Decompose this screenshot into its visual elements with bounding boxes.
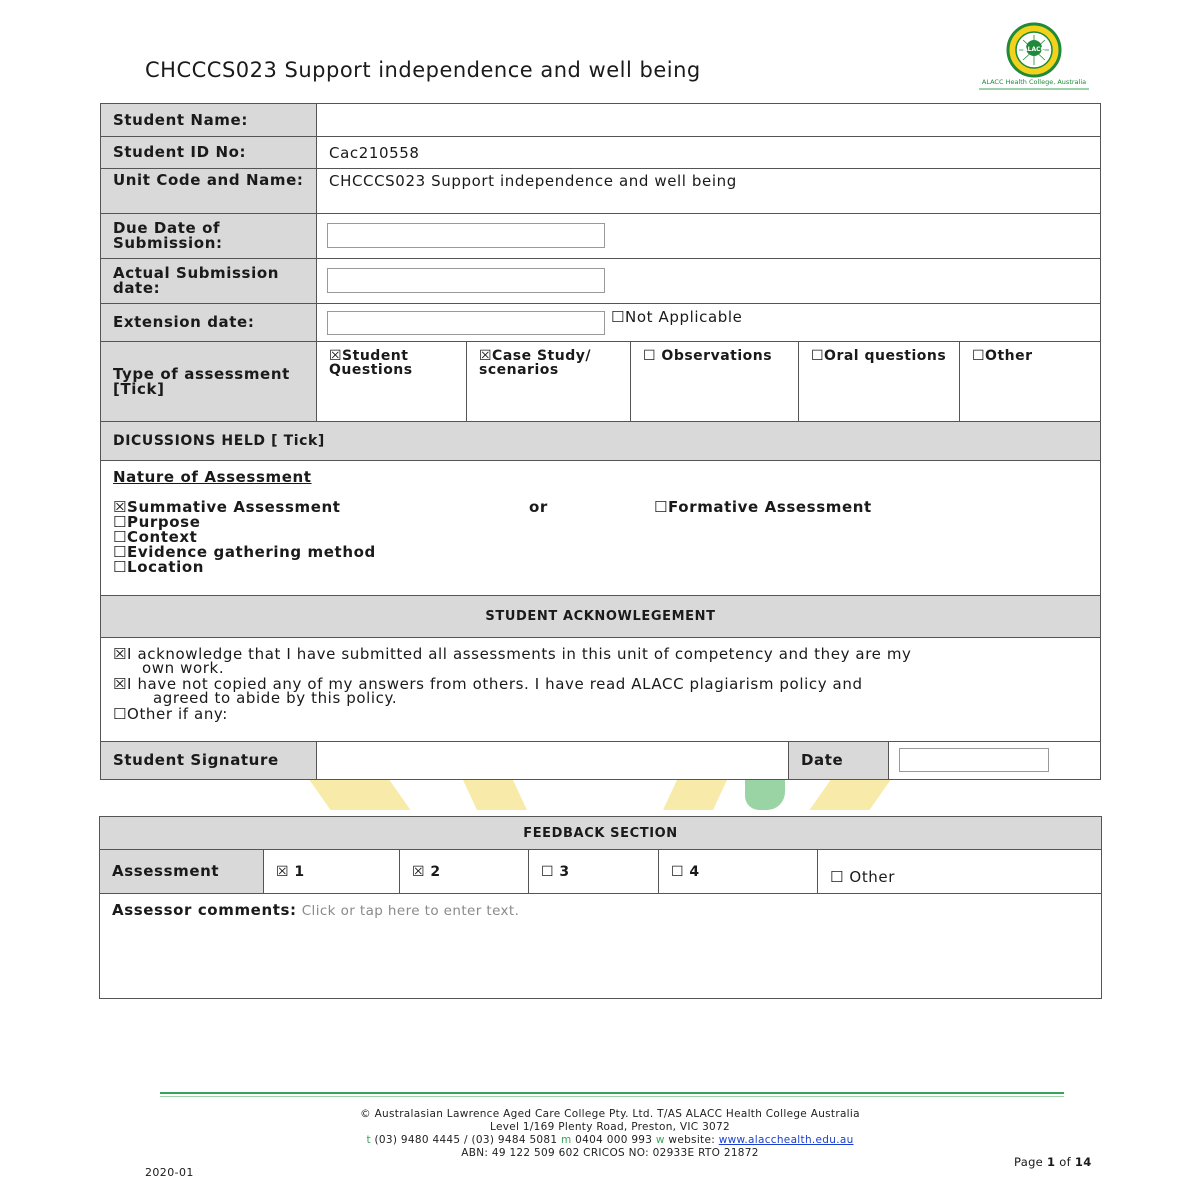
or-text: or (529, 498, 548, 516)
watermark-stroke (663, 780, 727, 810)
summative-checkbox[interactable]: ☒Summative Assessment (113, 498, 341, 516)
watermark-stroke (309, 780, 410, 810)
document-version: 2020-01 (145, 1166, 194, 1179)
extension-date-cell (317, 304, 1100, 342)
page-total: 14 (1074, 1155, 1092, 1169)
unit-code-label: Unit Code and Name: (101, 169, 317, 214)
date-cell (889, 742, 1100, 779)
feedback-assessment-1[interactable]: ☒ 1 (264, 850, 400, 894)
discussions-held-label: DICUSSIONS HELD [ Tick] (101, 422, 1100, 461)
type-oral-questions[interactable]: ☐Oral questions (799, 342, 960, 422)
page-of: of (1055, 1155, 1075, 1169)
extension-date-input[interactable] (327, 311, 605, 335)
student-signature-field[interactable] (317, 742, 789, 779)
due-date-label: Due Date of Submission: (101, 214, 317, 259)
feedback-assessment-3[interactable]: ☐ 3 (529, 850, 659, 894)
purpose-checkbox[interactable]: ☐Purpose (113, 513, 201, 531)
assessment-type-label: Type of assessment [Tick] (101, 342, 317, 422)
date-label: Date (789, 742, 889, 779)
footer-abn: ABN: 49 122 509 602 CRICOS NO: 02933E RTO 21872 (461, 1147, 759, 1159)
feedback-assessment-4[interactable]: ☐ 4 (659, 850, 818, 894)
website-marker: w (655, 1134, 665, 1146)
assessor-comments-label: Assessor comments: (112, 901, 297, 919)
actual-submission-cell (317, 259, 1100, 304)
type-student-questions[interactable]: ☒Student Questions (317, 342, 467, 422)
signature-date-input[interactable] (899, 748, 1049, 772)
student-signature-label: Student Signature (101, 742, 317, 779)
feedback-assessment-other[interactable]: ☐ Other (818, 850, 1101, 894)
feedback-assessment-2[interactable]: ☒ 2 (400, 850, 529, 894)
footer-divider-light (160, 1096, 1064, 1097)
context-checkbox[interactable]: ☐Context (113, 528, 198, 546)
no-copy-checkbox[interactable]: ☒I have not copied any of my answers from others. I have read ALACC plagiarism policy and (113, 675, 863, 693)
assessment-label: Assessment (100, 850, 264, 894)
phone-marker: t (366, 1134, 371, 1146)
nature-of-assessment-section (101, 461, 1100, 596)
not-applicable-checkbox[interactable]: ☐Not Applicable (611, 308, 743, 326)
acknowledge-own-work-continued: own work. (142, 659, 225, 677)
due-date-input[interactable] (327, 223, 605, 248)
student-name-label: Student Name: (101, 104, 317, 137)
footer-mobile: 0404 000 993 (571, 1134, 656, 1146)
extension-date-label: Extension date: (101, 304, 317, 342)
footer-address: Level 1/169 Plenty Road, Preston, VIC 3072 (489, 1121, 730, 1133)
college-logo (975, 22, 1093, 94)
feedback-table (99, 816, 1102, 999)
nature-heading: Nature of Assessment (113, 468, 312, 486)
footer-phones: (03) 9480 4445 / (03) 9484 5081 (370, 1134, 562, 1146)
acknowledgement-body (101, 638, 1100, 742)
footer-copyright: © Australasian Lawrence Aged Care College Pty. Ltd. T/AS ALACC Health College Australia (360, 1108, 860, 1120)
student-details-table (100, 103, 1101, 780)
no-copy-continued: agreed to abide by this policy. (153, 689, 398, 707)
website-link[interactable]: www.alacchealth.edu.au (718, 1134, 854, 1146)
page-prefix: Page (1014, 1155, 1047, 1169)
location-checkbox[interactable]: ☐Location (113, 558, 205, 576)
other-acknowledgement-checkbox[interactable]: ☐Other if any: (113, 705, 228, 723)
evidence-method-checkbox[interactable]: ☐Evidence gathering method (113, 543, 376, 561)
footer-website-label: website: (664, 1134, 719, 1146)
acknowledgement-heading: STUDENT ACKNOWLEGEMENT (101, 596, 1100, 638)
footer-contact (160, 1134, 1060, 1146)
watermark-map (745, 780, 785, 810)
watermark-stroke (463, 780, 527, 810)
page-title: CHCCCS023 Support independence and well being (145, 58, 701, 82)
actual-submission-label: Actual Submission date: (101, 259, 317, 304)
type-other[interactable]: ☐Other (960, 342, 1100, 422)
feedback-heading: FEEDBACK SECTION (100, 817, 1101, 850)
footer-divider (160, 1092, 1064, 1094)
page-number (1014, 1155, 1092, 1169)
unit-code-field[interactable]: CHCCCS023 Support independence and well being (317, 169, 1100, 214)
assessor-comments-cell (100, 894, 1101, 998)
mobile-marker: m (561, 1134, 572, 1146)
page-current: 1 (1047, 1155, 1056, 1169)
student-name-field[interactable] (317, 104, 1100, 137)
actual-submission-input[interactable] (327, 268, 605, 293)
formative-checkbox[interactable]: ☐Formative Assessment (654, 498, 872, 516)
student-id-label: Student ID No: (101, 137, 317, 169)
type-case-study[interactable]: ☒Case Study/ scenarios (467, 342, 631, 422)
student-id-field[interactable]: Cac210558 (317, 137, 1100, 169)
watermark-stroke (809, 780, 890, 810)
logo-text: ALACC (1023, 46, 1045, 53)
due-date-cell (317, 214, 1100, 259)
acknowledge-own-work-checkbox[interactable]: ☒I acknowledge that I have submitted all assessments in this unit of competency and they are my (113, 645, 912, 663)
assessor-comments-input[interactable]: Click or tap here to enter text. (301, 903, 520, 919)
type-observations[interactable]: ☐ Observations (631, 342, 799, 422)
logo-caption: ALACC Health College, Australia (981, 78, 1087, 86)
